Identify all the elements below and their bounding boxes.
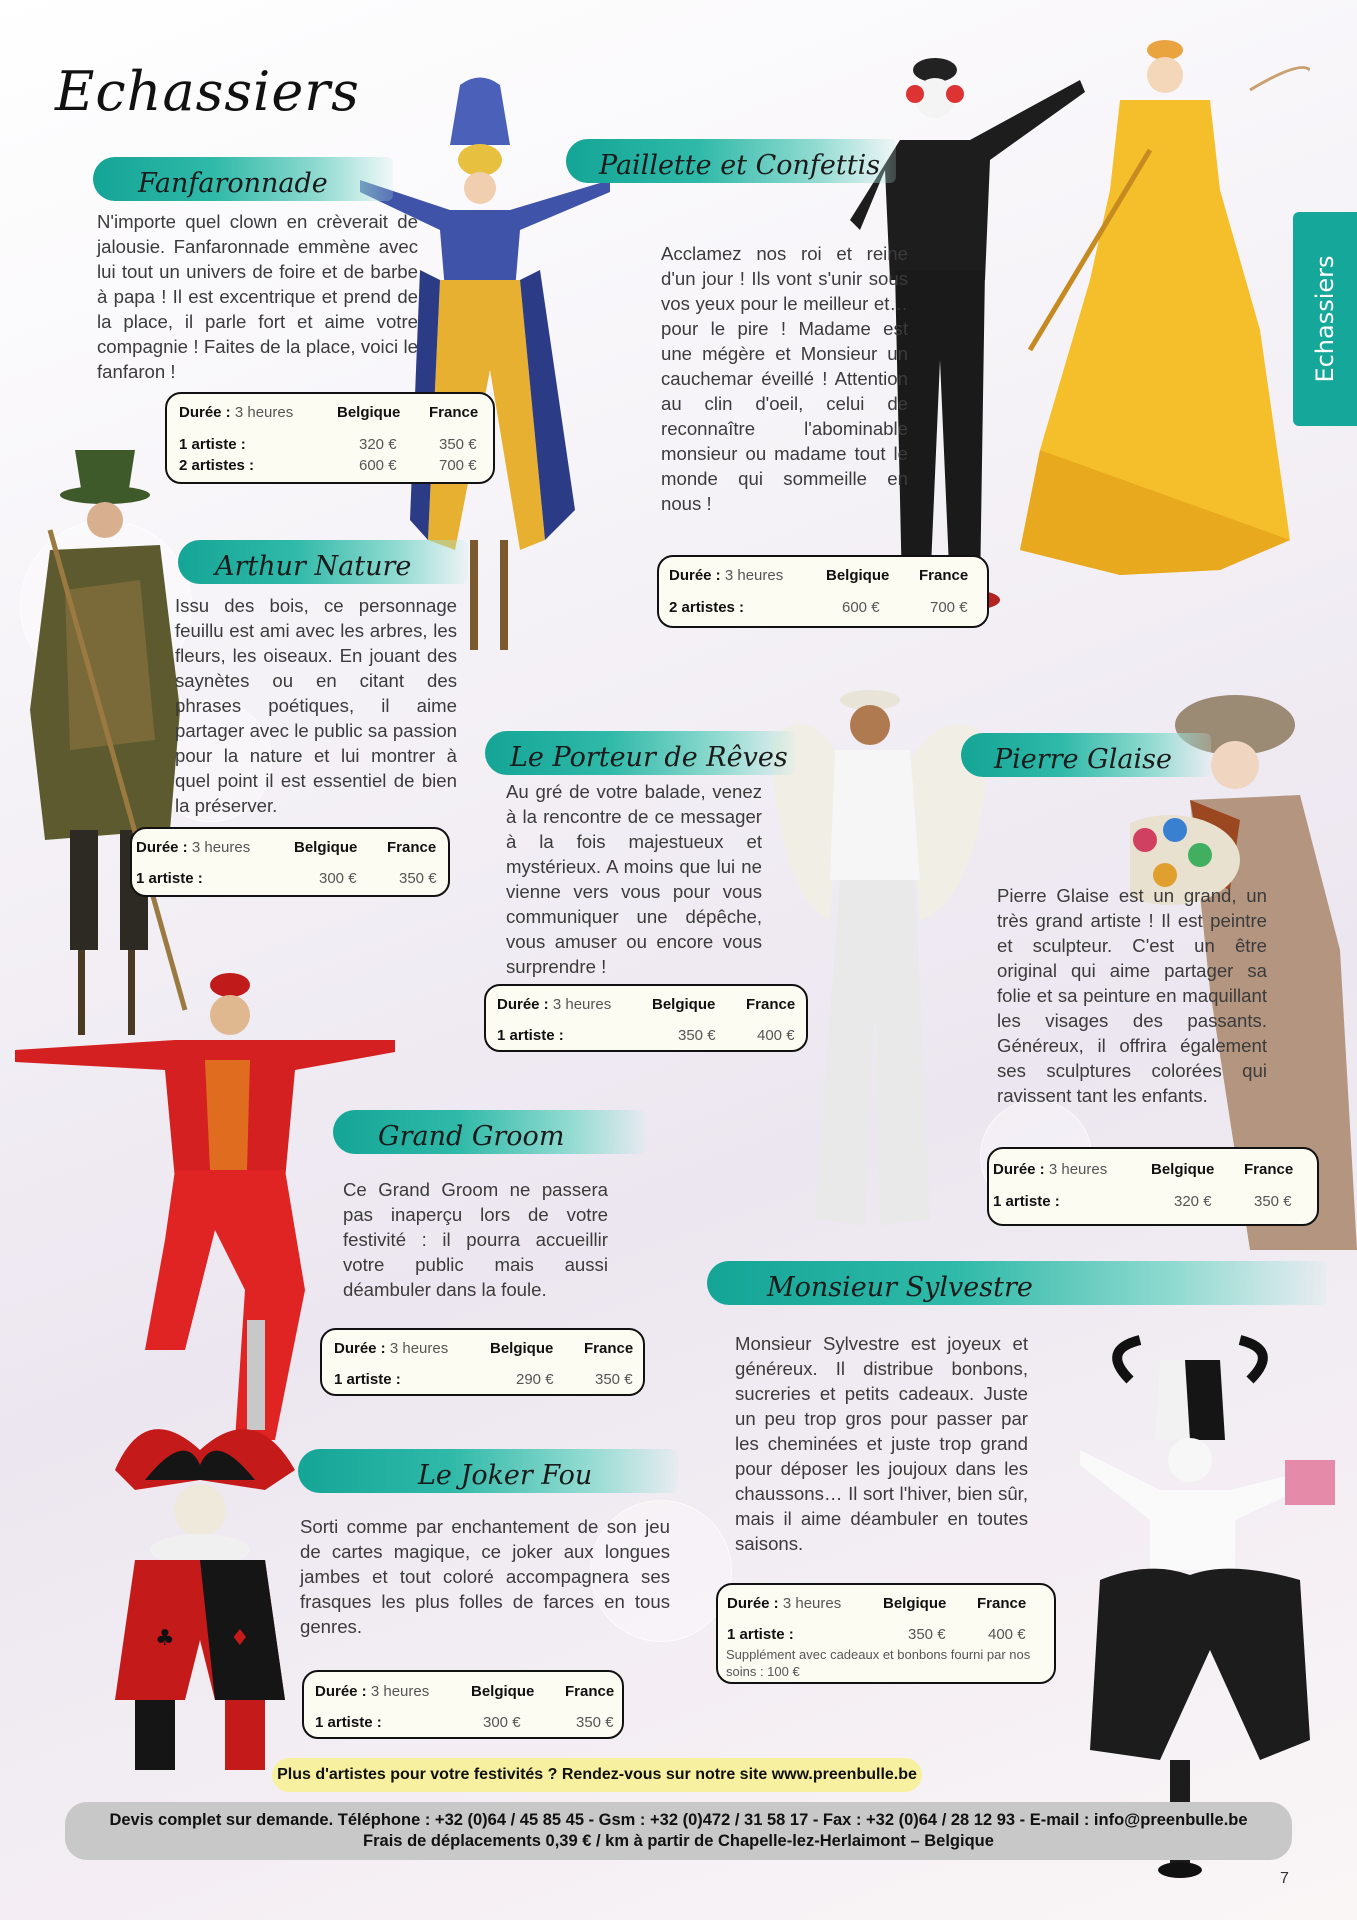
row-label: 2 artistes : — [669, 599, 745, 616]
col-belgique: Belgique — [1151, 1161, 1215, 1178]
groom-title: Grand Groom — [378, 1121, 565, 1152]
supplement-note: Supplément avec cadeaux et bonbons fourni par nos soins : 100 € — [726, 1647, 1031, 1679]
sylvestre-title-banner — [707, 1261, 1327, 1305]
row-label: 1 artiste : — [334, 1371, 401, 1388]
porteur-title: Le Porteur de Rêves — [510, 742, 788, 773]
website-promo-bar: Plus d'artistes pour votre festivités ? Rendez-vous sur notre site www.preenbulle.be — [272, 1758, 922, 1792]
contact-footer — [65, 1802, 1292, 1860]
price-france: 700 € — [439, 457, 477, 474]
row-label: 2 artistes : — [179, 457, 255, 474]
pierre-price-box — [987, 1147, 1319, 1226]
paillette-description: Acclamez nos roi et reine d'un jour ! Ils vont s'unir sous vos yeux pour le meilleur et… pour le pire ! Madame est une mégère et Monsieur un cauchemar éveillé ! Attention au clin d'oeil, celui de reconnaître l'abominable monsieur ou madame tout le monde qui sommeille en nous ! — [661, 243, 908, 514]
price-belgique: 320 € — [359, 436, 397, 453]
groom-description: Ce Grand Groom ne passera pas inaperçu lors de votre festivité : il pourra accueillir votre public mais aussi déambuler dans la foule. — [343, 1179, 608, 1300]
pierre-title: Pierre Glaise — [994, 744, 1172, 775]
porteur-price-box — [484, 984, 808, 1052]
price-belgique: 600 € — [842, 599, 880, 616]
col-france: France — [1244, 1161, 1294, 1178]
arthur-price-box — [130, 827, 450, 897]
contact-line: Devis complet sur demande. Téléphone : +32 (0)64 / 45 85 45 - Gsm : +32 (0)472 / 31 58 17 - Fax : +32 (0)64 / 28 12 93 - E-mail : info@preenbulle.be — [109, 1811, 1248, 1829]
pierre-description: Pierre Glaise est un grand, un très grand artiste ! Il est peintre et sculpteur. C'est un être original qui aime partager sa folie et sa peinture en maquillant les visages des passants. Généreux, il offrira également ses sculptures colorées qui ravissent tant les enfants. — [997, 885, 1267, 1106]
svg-text:♦: ♦ — [230, 1626, 250, 1651]
duration-label: Durée : 3 heures — [497, 996, 612, 1013]
arthur-description: Issu des bois, ce personnage feuillu est ami avec les arbres, les fleurs, les oiseaux. En jouant des saynètes ou en citant des phrases poétiques, il aime partager avec le public sa passion pour la nature et lui montrer à quel point il est essentiel de bien la préserver. — [175, 595, 457, 816]
row-label: 1 artiste : — [136, 870, 203, 887]
arthur-title: Arthur Nature — [215, 551, 412, 582]
sylvestre-title: Monsieur Sylvestre — [767, 1272, 1033, 1303]
duration-label: Durée : 3 heures — [727, 1595, 842, 1612]
price-france: 350 € — [439, 436, 477, 453]
row-label: 1 artiste : — [727, 1626, 794, 1643]
joker-title-banner — [298, 1449, 678, 1493]
groom-price-box — [320, 1328, 645, 1396]
price-france: 700 € — [930, 599, 968, 616]
duration-label: Durée : 3 heures — [315, 1683, 430, 1700]
col-belgique: Belgique — [490, 1340, 554, 1357]
sylvestre-description: Monsieur Sylvestre est joyeux et généreux. Il distribue bonbons, sucreries et petits cadeaux. Juste un peu trop gros pour passer par les cheminées et juste trop grand pour déposer les joujoux dans les chaussons… Il sort l'hiver, bien sûr, mais il aime déambuler en toutes saisons. — [735, 1333, 1028, 1554]
price-france: 400 € — [988, 1626, 1026, 1643]
col-belgique: Belgique — [883, 1595, 947, 1612]
fanfaronnade-title-banner — [93, 157, 393, 201]
fanfaronnade-description: N'importe quel clown en crèverait de jalousie. Fanfaronnade emmène avec lui tout un univers de foire et de barbe à papa ! Il est excentrique et prend de la place, il parle fort et aime votre compagnie ! Faites de la place, voici le fanfaron ! — [97, 211, 418, 382]
duration-label: Durée : 3 heures — [334, 1340, 449, 1357]
duration-label: Durée : 3 heures — [136, 839, 251, 856]
porteur-title-banner — [485, 731, 795, 775]
col-belgique: Belgique — [294, 839, 358, 856]
joker-price-box — [302, 1670, 624, 1739]
section-tab-label: Echassiers — [1311, 255, 1339, 383]
arthur-title-banner — [178, 540, 468, 584]
col-france: France — [977, 1595, 1027, 1612]
price-belgique: 290 € — [516, 1371, 554, 1388]
groom-title-banner — [333, 1110, 645, 1154]
col-belgique: Belgique — [471, 1683, 535, 1700]
col-belgique: Belgique — [826, 567, 890, 584]
price-france: 350 € — [595, 1371, 633, 1388]
col-france: France — [746, 996, 796, 1013]
price-belgique: 320 € — [1174, 1193, 1212, 1210]
col-france: France — [565, 1683, 615, 1700]
row-label: 1 artiste : — [315, 1714, 382, 1731]
col-belgique: Belgique — [337, 404, 401, 421]
fanfaronnade-title: Fanfaronnade — [138, 168, 328, 199]
pierre-title-banner — [961, 733, 1211, 777]
price-belgique: 350 € — [678, 1027, 716, 1044]
sylvestre-price-box — [716, 1583, 1056, 1684]
svg-text:♣: ♣ — [155, 1626, 175, 1651]
joker-title: Le Joker Fou — [418, 1460, 593, 1491]
price-france: 400 € — [757, 1027, 795, 1044]
paillette-title: Paillette et Confettis — [599, 150, 881, 181]
price-belgique: 600 € — [359, 457, 397, 474]
price-france: 350 € — [1254, 1193, 1292, 1210]
page-title: Echassiers — [55, 60, 360, 123]
price-belgique: 350 € — [908, 1626, 946, 1643]
price-belgique: 300 € — [319, 870, 357, 887]
duration-label: Durée : 3 heures — [993, 1161, 1108, 1178]
monsieur-sylvestre-performer-figure — [1010, 1320, 1340, 1880]
paillette-price-box — [657, 555, 989, 628]
arthur-nature-performer-figure — [10, 410, 190, 1040]
joker-description: Sorti comme par enchantement de son jeu de cartes magique, ce joker aux longues jambes et tout coloré accompagnera ses frasques les plus folles de farces en tous genres. — [300, 1516, 670, 1637]
porteur-description: Au gré de votre balade, venez à la rencontre de ce messager à la fois majestueux et mystérieux. A moins que lui ne vienne vers vous pour vous communiquer une dépêche, vous amuser ou encore vous surprendre ! — [506, 781, 762, 977]
price-france: 350 € — [399, 870, 437, 887]
col-france: France — [387, 839, 437, 856]
travel-fee-line: Frais de déplacements 0,39 € / km à partir de Chapelle-lez-Herlaimont – Belgique — [363, 1832, 994, 1850]
row-label: 1 artiste : — [497, 1027, 564, 1044]
price-belgique: 300 € — [483, 1714, 521, 1731]
row-label: 1 artiste : — [993, 1193, 1060, 1210]
col-france: France — [429, 404, 479, 421]
row-label: 1 artiste : — [179, 436, 246, 453]
col-france: France — [584, 1340, 634, 1357]
duration-label: Durée : 3 heures — [669, 567, 784, 584]
paillette-title-banner — [566, 139, 896, 183]
joker-fou-performer-figure — [85, 1410, 315, 1770]
fanfaronnade-price-box — [165, 392, 495, 484]
col-belgique: Belgique — [652, 996, 716, 1013]
page-number: 7 — [1280, 1870, 1289, 1887]
price-france: 350 € — [576, 1714, 614, 1731]
col-france: France — [919, 567, 969, 584]
duration-label: Durée : 3 heures — [179, 404, 294, 421]
